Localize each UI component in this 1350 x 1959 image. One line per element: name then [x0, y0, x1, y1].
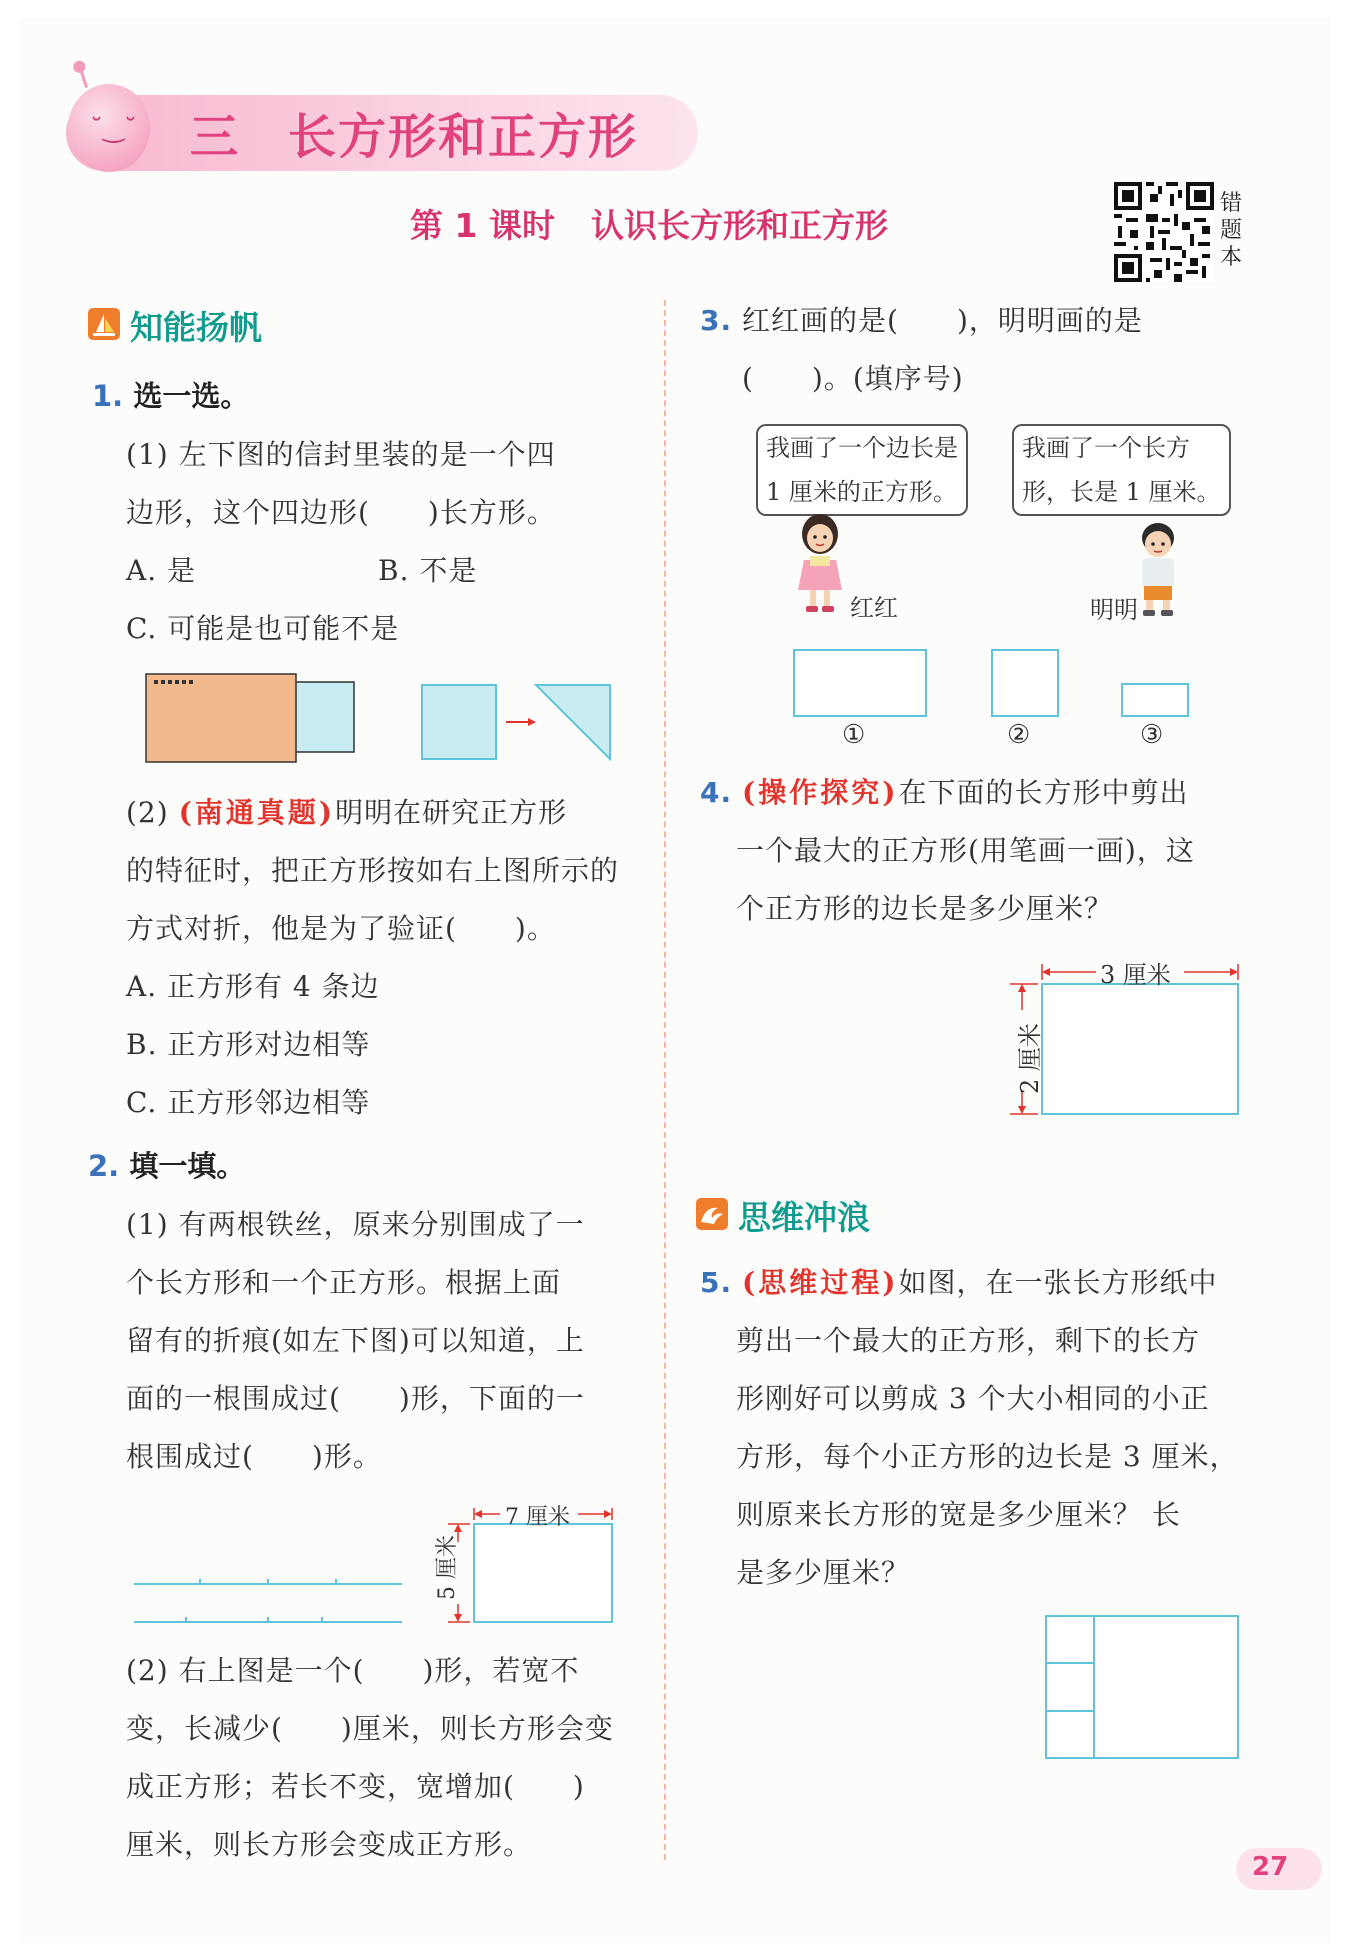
q4-line2: 一个最大的正方形(用笔画一画)，这 — [736, 834, 1195, 867]
q1-p2-tag: (南通真题) — [178, 796, 336, 829]
q2-p1-line3: 留有的折痕(如左下图)可以知道，上 — [126, 1324, 585, 1357]
q4-tag: (操作探究) — [742, 776, 899, 809]
q3-line1 — [700, 292, 1143, 350]
lesson-name: 认识长方形和正方形 — [590, 206, 888, 245]
q2-heading — [88, 1144, 245, 1185]
q5-cut-figure — [1044, 1612, 1244, 1762]
q1-p2-line2: 的特征时，把正方形按如右上图所示的 — [126, 854, 620, 887]
boy-mingming-icon — [1130, 520, 1186, 620]
chapter-title — [190, 98, 638, 167]
q2-p2-line3: 成正方形；若长不变，宽增加( ) — [126, 1770, 585, 1803]
envelope-with-square — [146, 674, 354, 762]
wave-icon — [696, 1198, 728, 1230]
hong-speech-line2: 1 厘米的正方形。 — [766, 478, 957, 506]
ming-name: 明明 — [1090, 596, 1138, 624]
hong-name: 红红 — [850, 594, 898, 622]
q1-option-b: B. 不是 — [378, 554, 478, 587]
top-wire — [134, 1579, 402, 1584]
q5-line2: 剪出一个最大的正方形，剩下的长方 — [736, 1324, 1201, 1357]
q1-heading — [92, 374, 249, 415]
q2-p2-line1: (2) 右上图是一个( )形，若宽不 — [126, 1654, 580, 1687]
q2-length-label: 7 厘米 — [505, 1505, 570, 1530]
q5-line3: 形刚好可以剪成 3 个大小相同的小正 — [736, 1382, 1210, 1415]
q3-number: 3. — [700, 304, 733, 337]
q2-p2-line2: 变，长减少( )厘米，则长方形会变 — [126, 1712, 614, 1745]
q5-line6: 是多少厘米？ — [736, 1556, 911, 1589]
lesson-title — [410, 200, 888, 247]
wires-figure — [130, 1570, 410, 1630]
shape-2-square — [992, 650, 1058, 716]
q1-p2-option-a: A. 正方形有 4 条边 — [126, 970, 380, 1003]
page-number: 27 — [1252, 1852, 1289, 1882]
q5-tag: (思维过程) — [742, 1266, 899, 1299]
q1-p2-option-b: B. 正方形对边相等 — [126, 1028, 371, 1061]
square-fold-diagram — [422, 685, 610, 759]
q1-title: 选一选。 — [133, 379, 250, 413]
q4-length-label: 3 厘米 — [1100, 961, 1171, 989]
ming-speech-line1: 我画了一个长方 — [1022, 434, 1190, 462]
sail-icon — [88, 308, 120, 340]
q4-width-label: 2 厘米 — [1016, 1023, 1044, 1094]
q5-line5: 则原来长方形的宽是多少厘米？ 长 — [736, 1498, 1181, 1531]
q1-figure — [140, 670, 620, 770]
q4-number: 4. — [700, 776, 733, 809]
q2-width-label: 5 厘米 — [435, 1535, 460, 1600]
shape-label-1: ① — [842, 720, 866, 750]
q5-number: 5. — [700, 1266, 733, 1299]
q1-option-c: C. 可能是也可能不是 — [126, 612, 400, 645]
q2-p2-line4: 厘米，则长方形会变成正方形。 — [126, 1828, 533, 1861]
q2-p1-line2: 个长方形和一个正方形。根据上面 — [126, 1266, 562, 1299]
chapter-number: 三 — [190, 109, 241, 165]
q3-shapes — [780, 640, 1200, 730]
chapter-name: 长方形和正方形 — [288, 109, 639, 165]
shape-label-3: ③ — [1140, 720, 1164, 750]
hong-speech-line1: 我画了一个边长是 — [766, 434, 958, 462]
q5-line4: 方形，每个小正方形的边长是 3 厘米， — [736, 1440, 1239, 1473]
section-zhineng: 知能扬帆 — [130, 308, 262, 347]
shape-label-2: ② — [1007, 720, 1031, 750]
q1-number: 1. — [92, 379, 124, 413]
q4-line1 — [700, 764, 1189, 822]
mascot-icon: ˘‿˘ — [68, 84, 150, 172]
q2-p1-line5: 根围成过( )形。 — [126, 1440, 382, 1473]
shape-3-rectangle — [1122, 684, 1188, 716]
q3-line1-text: 红红画的是( )，明明画的是 — [742, 304, 1143, 337]
lesson-label: 第 1 课时 — [410, 206, 555, 245]
q2-p1-line1: (1) 有两根铁丝，原来分别围成了一 — [126, 1208, 585, 1241]
qr-label: 错题本 — [1220, 191, 1243, 270]
q1-p1-line1: (1) 左下图的信封里装的是一个四 — [126, 438, 556, 471]
column-divider — [664, 300, 666, 1860]
ming-speech-line2: 形，长是 1 厘米。 — [1022, 478, 1221, 506]
q1-p2-option-c: C. 正方形邻边相等 — [126, 1086, 371, 1119]
section-siwei: 思维冲浪 — [738, 1198, 870, 1237]
q1-p2-prefix: (2) — [126, 796, 169, 829]
shape-1-rectangle — [794, 650, 926, 716]
q2-title: 填一填。 — [129, 1149, 246, 1183]
q5-line1-text: 如图，在一张长方形纸中 — [898, 1266, 1218, 1299]
q2-p1-line4: 面的一根围成过( )形，下面的一 — [126, 1382, 585, 1415]
ming-speech-bubble — [1012, 424, 1231, 516]
girl-honghong-icon — [790, 512, 850, 616]
q1-p2-line3: 方式对折，他是为了验证( )。 — [126, 912, 556, 945]
q1-p2-line1 — [126, 784, 567, 842]
q2-number: 2. — [88, 1149, 120, 1183]
hong-speech-bubble — [756, 424, 968, 516]
q1-p2-line1-text: 明明在研究正方形 — [335, 796, 568, 829]
q3-line2: ( )。(填序号) — [742, 362, 964, 395]
q4-line3: 个正方形的边长是多少厘米？ — [736, 892, 1114, 925]
q1-option-a: A. 是 — [126, 554, 197, 587]
q4-line1-text: 在下面的长方形中剪出 — [898, 776, 1189, 809]
q1-p1-line2: 边形，这个四边形( )长方形。 — [126, 496, 556, 529]
bottom-wire — [134, 1617, 402, 1622]
q5-line1 — [700, 1254, 1218, 1312]
qr-code-icon[interactable] — [1114, 182, 1214, 282]
